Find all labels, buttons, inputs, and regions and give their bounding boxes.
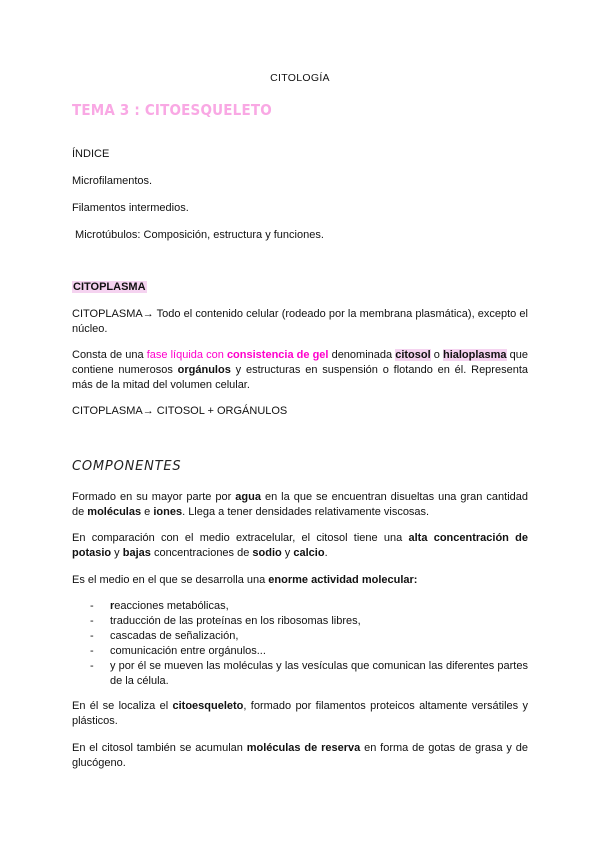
bold-text: enorme actividad molecular: [268, 574, 418, 586]
componentes-paragraph-2 [72, 531, 528, 561]
highlight-citosol: citosol [395, 349, 431, 361]
text-run: Consta de una [72, 349, 147, 361]
section-heading-citoplasma [72, 280, 528, 295]
activity-list [90, 599, 528, 689]
list-item: - y por él se mueven las moléculas y las vesículas que comunican las diferentes partes de la célula. [90, 659, 528, 689]
bold-text: moléculas [87, 506, 142, 518]
list-item: - traducción de las proteínas en los ribosomas libres, [90, 614, 528, 629]
pink-bold-text: consistencia de gel [226, 349, 329, 361]
bold-text: moléculas de reserva [246, 742, 361, 754]
citoplasma-formula: CITOPLASMA→ CITOSOL + ORGÁNULOS [72, 405, 288, 417]
citoplasma-paragraph [72, 348, 528, 393]
index-heading: ÍNDICE [72, 148, 110, 160]
componentes-paragraph-5 [72, 741, 528, 771]
text-run: en forma de gotas de grasa y de glucógeno. [72, 742, 529, 769]
componentes-paragraph-3 [72, 573, 528, 588]
text-run: . [324, 547, 328, 559]
text-run: En comparación con el medio extracelular, el citosol tiene una [72, 532, 409, 544]
text-run: , formado por filamentos proteicos altamente versátiles y plásticos. [72, 700, 528, 727]
text-run: Es el medio en el que se desarrolla una [72, 574, 269, 586]
bold-text: sodio [252, 547, 282, 559]
bold-text: bajas [122, 547, 151, 559]
text-run: y [111, 547, 123, 559]
bold-text: r [110, 600, 115, 612]
componentes-paragraph-1 [72, 490, 528, 520]
citoplasma-title: CITOPLASMA [73, 281, 146, 293]
citoplasma-definition: CITOPLASMA→ Todo el contenido celular (rodeado por la membrana plasmática), excepto el núcleo. [72, 308, 528, 335]
index-item: Microfilamentos. [72, 175, 153, 187]
page-header: CITOLOGÍA [270, 72, 330, 84]
text-run: En el citosol también se acumulan [72, 742, 247, 754]
text-run: o [430, 349, 443, 361]
list-item: - cascadas de señalización, [90, 629, 528, 644]
list-item [90, 599, 528, 614]
index-item: Microtúbulos: Composición, estructura y funciones. [72, 229, 324, 241]
bold-text: alta concentración de potasio [72, 532, 528, 559]
text-run: concentraciones de [150, 547, 253, 559]
bold-text: calcio [293, 547, 325, 559]
text-run: Formado en su mayor parte por [72, 491, 236, 503]
componentes-paragraph-4 [72, 699, 528, 729]
section-heading-componentes: COMPONENTES [72, 459, 182, 474]
text-run: eacciones metabólicas, [114, 600, 229, 612]
bold-text: agua [235, 491, 261, 503]
bold-text: iones [153, 506, 183, 518]
bold-text: citoesqueleto [172, 700, 244, 712]
text-run: que contiene numerosos [72, 349, 528, 376]
text-run: e [141, 506, 154, 518]
text-run: en la que se encuentran disueltas una gran cantidad de [72, 491, 528, 518]
list-item: - comunicación entre orgánulos... [90, 644, 528, 659]
index-item: Filamentos intermedios. [72, 202, 189, 214]
text-run: . Llega a tener densidades relativamente viscosas. [182, 506, 430, 518]
text-run: y estructuras en suspensión o flotando en él. Representa más de la mitad del volumen celular. [72, 364, 528, 391]
pink-text: fase líquida con [146, 349, 227, 361]
highlight-hialoplasma: hialoplasma [442, 349, 507, 361]
text-run: denominada [328, 349, 396, 361]
bold-text: orgánulos [177, 364, 231, 376]
text-run: y [281, 547, 294, 559]
text-run: En él se localiza el [72, 700, 173, 712]
topic-title: TEMA 3 : CITOESQUELETO [72, 101, 272, 119]
